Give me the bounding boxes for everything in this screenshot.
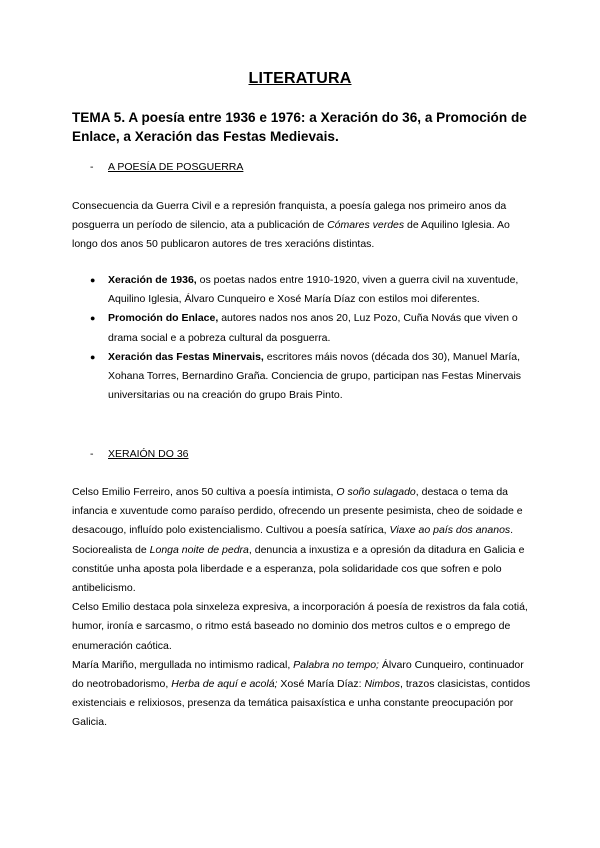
book-title: Viaxe ao país dos ananos [389,524,511,537]
section-dash: - [90,161,94,173]
list-item-text: autores nados nos anos 20, Luz Pozo, Cuña Novás que viven o drama social e a pobreza cultural da posguerra. [108,312,518,344]
section-title: A POESÍA DE POSGUERRA [108,161,244,173]
book-title: Herba de aquí e acolá; [171,678,278,691]
intro-text-1: Consecuencia da Guerra Civil e a represión franquista, a poesía galega nos primeiro anos da posguerra un período de silencio, ata a publicación de [72,200,507,232]
paragraph-sociorealista [72,541,532,599]
intro-paragraph [72,197,532,255]
paragraph-text: Sociorealista de [72,543,150,556]
book-title: Nimbos [364,678,401,691]
paragraph-estilo [72,598,532,656]
paragraph-text: Álvaro Cunqueiro, continuador do neotrobadorismo, [72,658,524,691]
book-title: Palabra no tempo; [293,658,379,671]
intro-text-2: de Aquilino Iglesia. Ao longo dos anos 50 publicaron autores de tres xeracións distintas. [72,219,510,251]
page-title: LITERATURA [248,70,352,87]
list-item-text: escritores máis novos (década dos 30), Manuel María, Xohana Torres, Bernardino Graña. Conciencia de grupo, participan nas Festas Minervais universitarias ou na creación do grupo Brais Pinto. [108,350,522,402]
body-paragraphs [72,483,532,733]
list-item [90,271,528,309]
topic-heading: TEMA 5. A poesía entre 1936 e 1976: a Xeración do 36, a Promoción de Enlace, a Xeración das Festas Medievais. [72,110,527,144]
generations-list [90,271,528,405]
list-item-term: Xeración de 1936, [108,274,197,286]
bullet-icon: ● [90,275,96,285]
paragraph-text: . [510,524,514,537]
paragraph-text: , trazos clasicistas, contidos existenciais e relixiosos, presenza da temática paisaxística e unha constante preocupación por Galicia. [72,678,531,729]
intro-book-title: Cómares verdes [327,219,405,232]
bullet-icon: ● [90,351,96,362]
list-item [90,348,528,406]
paragraph-text: , destaca o tema da infancia e xuventude como paraíso perdido, ofrecendo un presente pesimista, cheo de soidade e desacougo, influído polo existencialismo. Cultivou a poesía satírica, [72,486,523,537]
paragraph-outros-autores [72,656,532,733]
paragraph-text: Xosé María Díaz: [277,678,365,691]
list-item-term: Promoción do Enlace, [108,312,219,325]
paragraph-celso-emilio [72,483,532,541]
paragraph-text: Celso Emilio Ferreiro, anos 50 cultiva a poesía intimista, [72,486,337,498]
list-item-term: Xeración das Festas Minervais, [108,350,264,363]
bullet-icon: ● [90,313,96,324]
section-dash: - [90,448,94,460]
paragraph-text: , denuncia a inxustiza e a opresión da ditadura en Galicia e constitúe unha aposta pola liberdade e a esperanza, pola solidaridade cos que sofren e polo antibelicismo. [72,543,525,595]
list-item [90,309,528,347]
list-item-text: os poetas nados entre 1910-1920, viven a guerra civil na xuventude, Aquilino Iglesia, Álvaro Cunqueiro e Xosé María Díaz con estilos moi diferentes. [108,274,519,306]
section-heading-posguerra [90,160,243,174]
section-heading-xeracion-36 [90,447,189,461]
section-title: XERAIÓN DO 36 [108,448,189,460]
book-title: O soño sulagado [336,486,416,498]
paragraph-text: María Mariño, mergullada no intimismo radical, [72,658,294,671]
paragraph-text: Celso Emilio destaca pola sinxeleza expresiva, a incorporación á poesía de rexistros da fala cotiá, humor, ironía e sarcasmo, o ritmo está baseado no dominio dos metros cultos e o emprego de enumeración caótica. [72,601,528,652]
book-title: Longa noite de pedra [149,543,249,556]
